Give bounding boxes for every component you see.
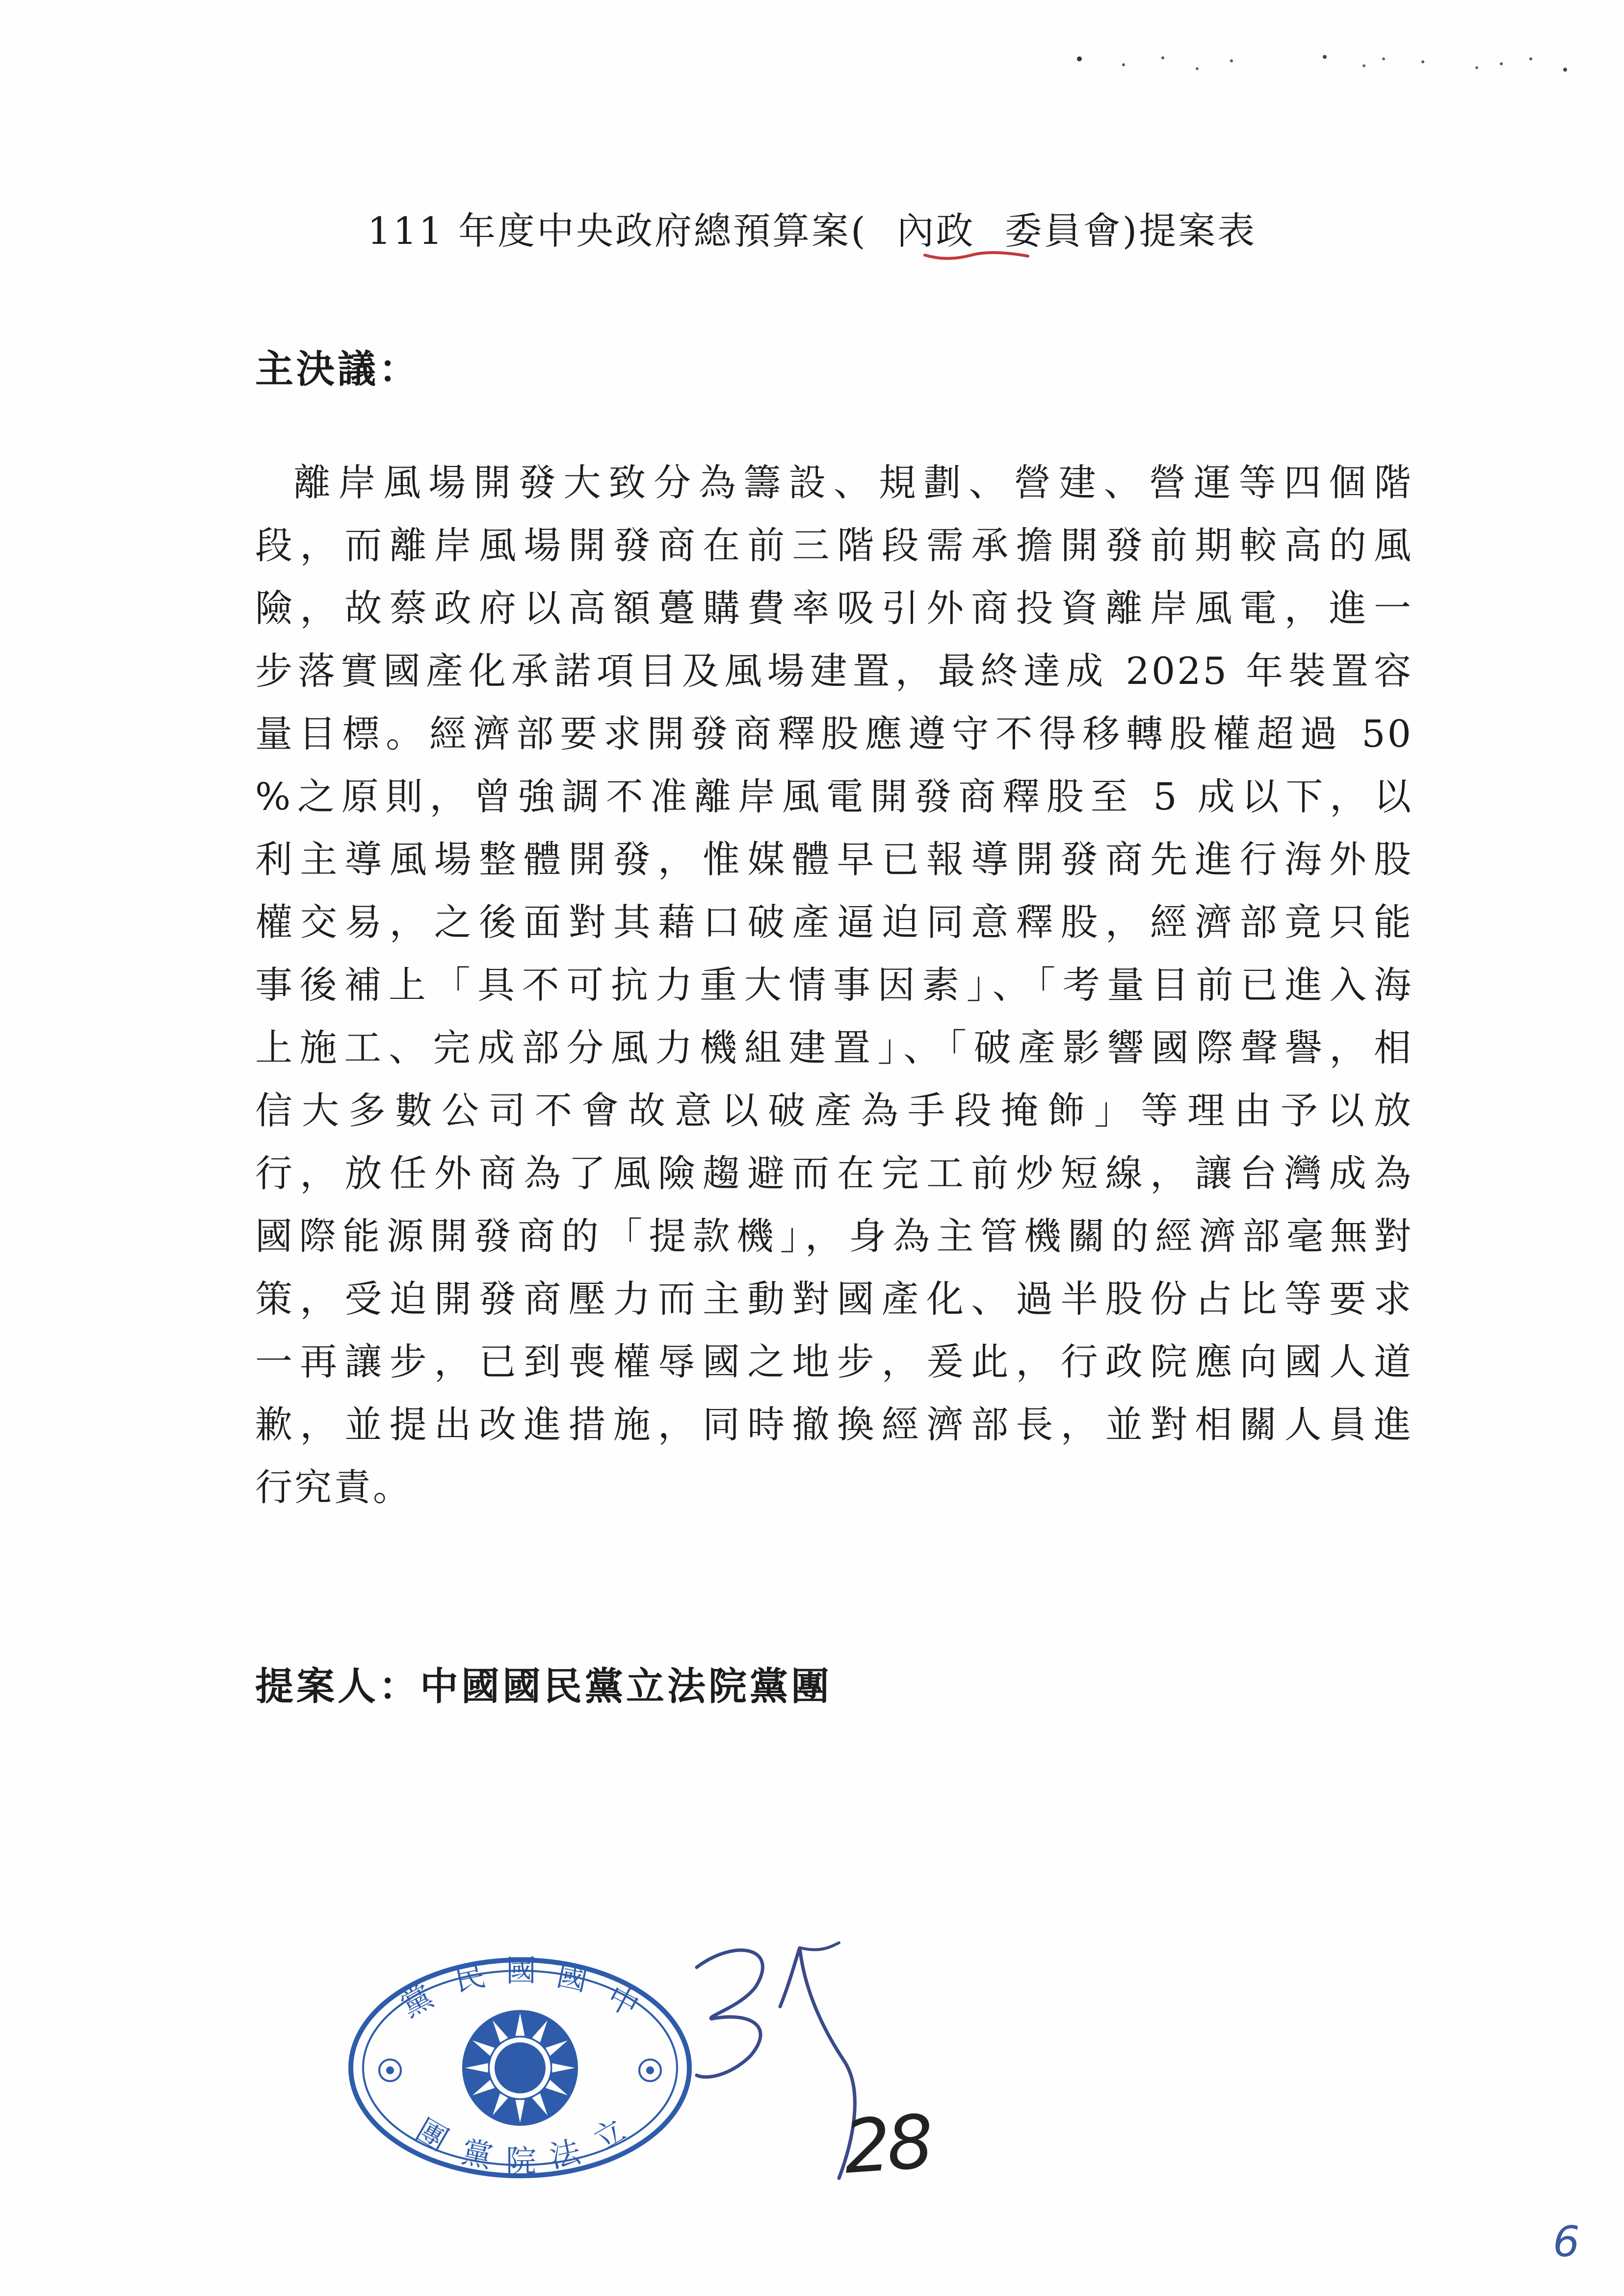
committee-underline: [922, 245, 1030, 265]
proposer-line: 提案人：中國國民黨立法院黨團: [255, 1664, 833, 1709]
body-line: 信大多數公司不會故意以破產為手段掩飾」等理由予以放: [255, 1089, 1413, 1132]
svg-text:民: 民: [451, 1957, 489, 1999]
title-prefix: 111 年度中央政府總預算案(: [367, 209, 867, 253]
body-line: 險，故蔡政府以高額躉購費率吸引外商投資離岸風電，進一: [255, 586, 1413, 630]
body-line: 離岸風場開發大致分為籌設、規劃、營建、營運等四個階: [293, 461, 1413, 504]
seal-sun-emblem: [462, 2010, 578, 2126]
svg-text:黨: 黨: [395, 1978, 439, 2024]
body-line: 事後補上「具不可抗力重大情事因素」、「考量目前已進入海: [255, 963, 1413, 1007]
body-line: 行，放任外商為了風險趨避而在完工前炒短線，讓台灣成為: [255, 1151, 1413, 1195]
svg-text:立: 立: [587, 2112, 631, 2158]
scan-specks: [1070, 44, 1585, 78]
resolution-body: [255, 451, 1413, 1519]
body-line: %之原則，曾強調不准離岸風電開發商釋股至 5 成以下，以: [255, 775, 1413, 818]
body-line: 權交易，之後面對其藉口破產逼迫同意釋股，經濟部竟只能: [255, 900, 1413, 944]
handwritten-number: 28: [841, 2099, 933, 2191]
committee-name: 內政: [896, 209, 975, 253]
title-suffix: 委員會)提案表: [1004, 209, 1257, 253]
svg-text:國: 國: [553, 1957, 591, 1999]
svg-text:國: 國: [505, 1953, 537, 1988]
svg-text:黨: 黨: [458, 2133, 496, 2175]
body-line: 策，受迫開發商壓力而主動對國產化、過半股份占比等要求: [255, 1277, 1413, 1321]
party-seal-stamp: [343, 1953, 697, 2183]
body-line: 歉，並提出改進措施，同時撤換經濟部長，並對相關人員進: [255, 1403, 1413, 1446]
body-line: 國際能源開發商的「提款機」，身為主管機關的經濟部毫無對: [255, 1214, 1413, 1258]
svg-text:團: 團: [410, 2112, 454, 2158]
body-line: 上施工、完成部分風力機組建置」、「破產影響國際聲譽，相: [255, 1026, 1413, 1070]
svg-text:法: 法: [546, 2133, 584, 2175]
document-title: [0, 201, 1624, 255]
body-line: 行究責。: [255, 1465, 412, 1509]
svg-text:院: 院: [505, 2143, 537, 2179]
body-line: 量目標。經濟部要求開發商釋股應遵守不得移轉股權超過 50: [255, 712, 1413, 756]
body-line: 一再讓步，已到喪權辱國之地步，爰此，行政院應向國人道: [255, 1340, 1413, 1383]
body-line: 段，而離岸風場開發商在前三階段需承擔開發前期較高的風: [255, 523, 1413, 567]
body-line: 步落實國產化承諾項目及風場建置，最終達成 2025 年裝置容: [255, 649, 1413, 693]
body-line: 利主導風場整體開發，惟媒體早已報導開發商先進行海外股: [255, 837, 1413, 881]
section-heading: 主決議：: [255, 347, 420, 391]
svg-text:中: 中: [601, 1978, 645, 2024]
page-number: 6: [1553, 2218, 1580, 2267]
